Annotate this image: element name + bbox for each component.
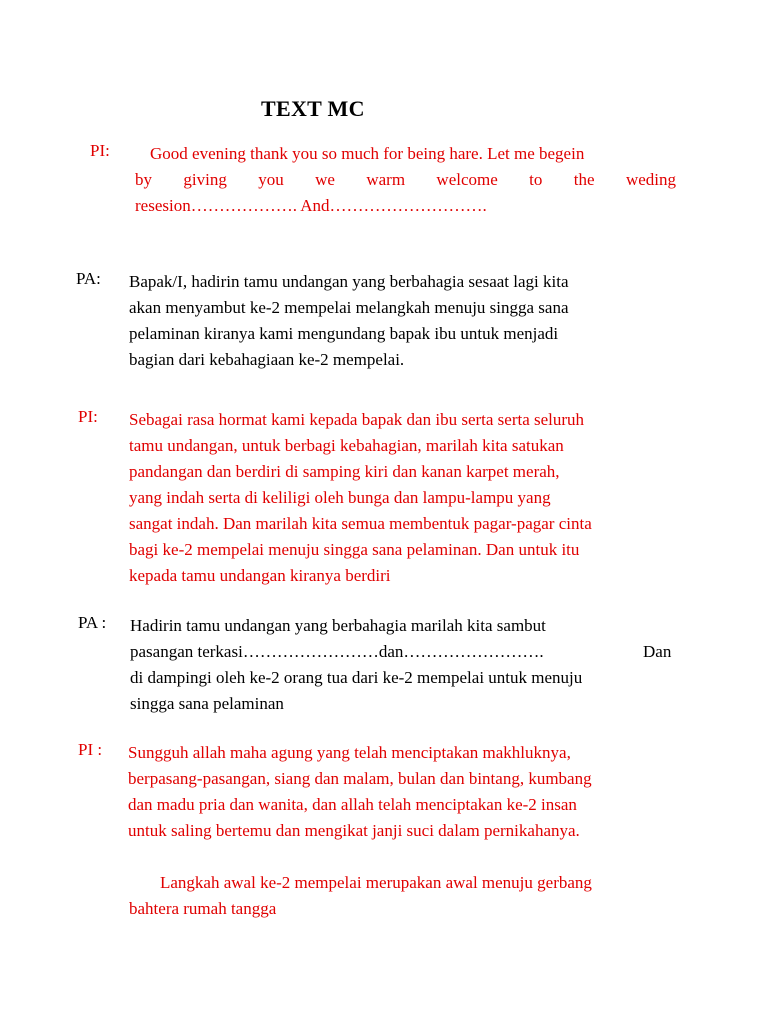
dialogue-line: singga sana pelaminan [130,694,284,713]
continuation-paragraph [129,870,709,926]
dialogue-line: untuk saling bertemu dan mengikat janji suci dalam pernikahanya. [128,821,580,840]
dialogue-line: Hadirin tamu undangan yang berbahagia marilah kita sambut [130,616,546,635]
dialogue-line: pelaminan kiranya kami mengundang bapak ibu untuk menjadi [129,324,559,343]
speaker-label: PI : [78,740,103,759]
dialogue-line [130,639,690,665]
dialogue-block-pi-3 [78,740,698,850]
dialogue-block-pa-1 [76,269,696,379]
dialogue-text: Dan [643,642,672,661]
dialogue-line: dan madu pria dan wanita, dan allah telah menciptakan ke-2 insan [128,795,577,814]
dialogue-line: yang indah serta di keliligi oleh bunga dan lampu-lampu yang [129,488,551,507]
dialogue-line: Sungguh allah maha agung yang telah menciptakan makhluknya, [128,743,571,762]
dialogue-line: sangat indah. Dan marilah kita semua membentuk pagar-pagar cinta [129,514,592,533]
dialogue-line: by giving you we warm welcome to the weding [135,170,676,189]
dialogue-line: akan menyambut ke-2 mempelai melangkah menuju singga sana [129,298,569,317]
page-title: TEXT MC [261,96,365,121]
dialogue-line: bagian dari kebahagiaan ke-2 mempelai. [129,350,405,369]
dialogue-line: kepada tamu undangan kiranya berdiri [129,566,391,585]
dialogue-line: berpasang-pasangan, siang dan malam, bulan dan bintang, kumbang [128,769,592,788]
dialogue-line: resesion………………. And………………………. [135,196,487,215]
dialogue-line: di dampingi oleh ke-2 orang tua dari ke-2 mempelai untuk menuju [130,668,583,687]
speaker-label: PI: [78,407,98,426]
dialogue-line: bahtera rumah tangga [129,899,277,918]
dialogue-line: pandangan dan berdiri di samping kiri dan kanan karpet merah, [129,462,560,481]
dialogue-block-pi-2 [78,407,698,593]
dialogue-line: Sebagai rasa hormat kami kepada bapak dan ibu serta serta seluruh [129,410,585,429]
dialogue-line: tamu undangan, untuk berbagi kebahagian, marilah kita satukan [129,436,564,455]
dialogue-line: bagi ke-2 mempelai menuju singga sana pelaminan. Dan untuk itu [129,540,580,559]
dialogue-block-pi-1 [90,141,680,221]
dialogue-text: pasangan terkasi……………………dan……………………. [130,642,544,661]
dialogue-line: Langkah awal ke-2 mempelai merupakan awal menuju gerbang [160,873,592,892]
dialogue-line: Bapak/I, hadirin tamu undangan yang berbahagia sesaat lagi kita [129,272,569,291]
speaker-label: PI: [90,141,110,160]
speaker-label: PA: [76,269,101,288]
speaker-label: PA : [78,613,107,632]
dialogue-line: Good evening thank you so much for being hare. Let me begein [150,144,585,163]
dialogue-block-pa-2 [78,613,698,723]
